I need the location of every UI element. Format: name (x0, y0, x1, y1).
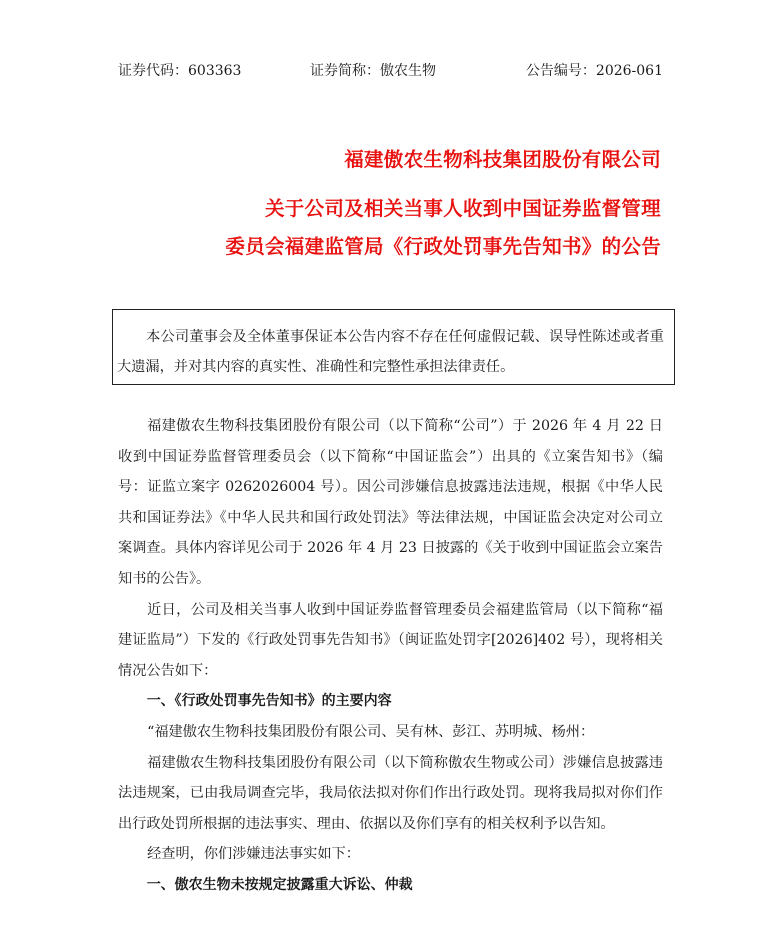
board-guarantee-notice (112, 309, 675, 385)
announcement-body (118, 411, 663, 901)
paragraph-addressees: “福建傲农生物科技集团股份有限公司、吴有林、彭江、苏明城、杨州： (147, 723, 595, 740)
security-name: 证券简称：傲农生物 (310, 63, 436, 79)
paragraph-investigation: 福建傲农生物科技集团股份有限公司（以下简称傲农生物或公司）涉嫌信息披露违法违规案，已由我局调查完毕，我局依法拟对你们作出行政处罚。现将我局拟对你们作出行政处罚所根据的违法事实、理由、依据以及你们享有的相关权利予以告知。 (118, 754, 663, 832)
paragraph-penalty-notice: 近日，公司及相关当事人收到中国证券监督管理委员会福建监管局（以下简称“福建证监局”）下发的《行政处罚事先告知书》（闽证监处罚字[2026]402 号），现将相关情况公告如下： (118, 601, 663, 679)
announcement-header (118, 60, 663, 82)
paragraph-facts-intro: 经查明，你们涉嫌违法事实如下： (147, 846, 360, 863)
announcement-title-line-2: 委员会福建监管局《行政处罚事先告知书》的公告 (225, 235, 661, 258)
company-title: 福建傲农生物科技集团股份有限公司 (344, 148, 661, 171)
section-heading-litigation: 一、傲农生物未按规定披露重大诉讼、仲裁 (146, 876, 413, 893)
paragraph-filing-notice: 福建傲农生物科技集团股份有限公司（以下简称“公司”）于 2026 年 4 月 22 日收到中国证券监督管理委员会（以下简称“中国证监会”）出具的《立案告知书》（编号：证监立案字 0262026004 号）。因公司涉嫌信息披露违法违规，根据《中华人民共和国证券法》《中华人民共和国行政处罚法》等法律法规，中国证监会决定对公司立案调查。具体内容详见公司于 2026 年 4 月 23 日披露的《关于收到中国证监会立案告知书的公告》。 (118, 418, 663, 587)
section-heading-main-content: 一、《行政处罚事先告知书》的主要内容 (146, 693, 392, 710)
announcement-title-line-1: 关于公司及相关当事人收到中国证券监督管理 (264, 197, 661, 220)
announcement-number: 公告编号：2026-061 (525, 63, 663, 79)
security-code: 证券代码：603363 (118, 63, 242, 79)
notice-text: 本公司董事会及全体董事保证本公告内容不存在任何虚假记载、误导性陈述或者重大遗漏，并对其内容的真实性、准确性和完整性承担法律责任。 (117, 329, 664, 375)
